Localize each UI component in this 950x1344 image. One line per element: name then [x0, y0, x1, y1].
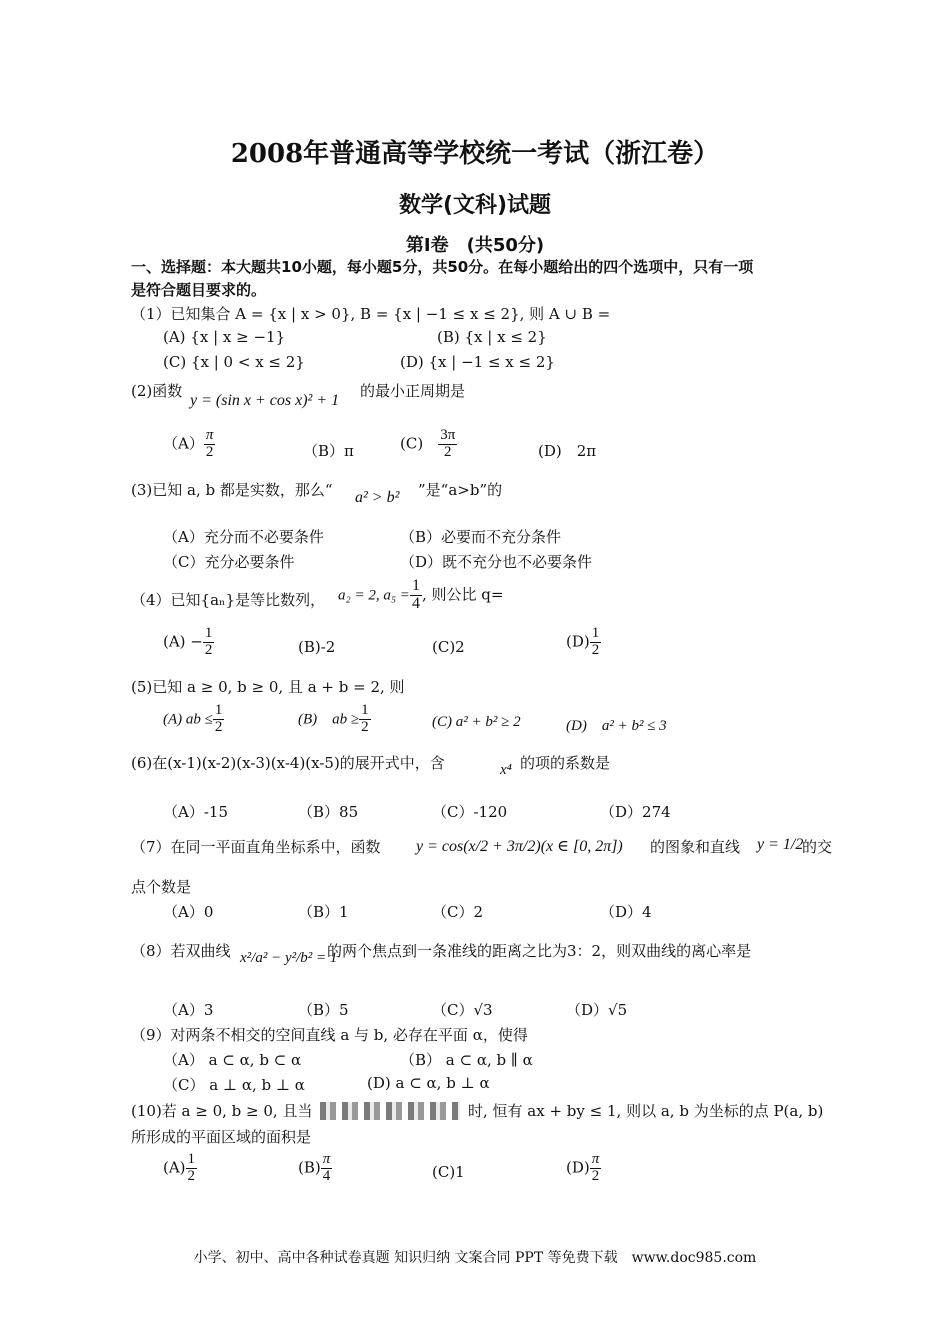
q1-option-b: (B) {x | x ≤ 2}	[437, 328, 547, 346]
q9-option-c: （C） a ⊥ α, b ⊥ α	[163, 1076, 305, 1094]
q9-option-b: （B） a ⊂ α, b ∥ α	[400, 1051, 533, 1069]
q7-stem: （7）在同一平面直角坐标系中，函数	[131, 838, 381, 856]
q10-option-d: (D) $\frac{\pi}{2}$	[566, 1151, 600, 1184]
q10-option-b: (B) $\frac{\pi}{4}$	[298, 1151, 331, 1184]
q7-formula: y = cos(x/2 + 3π/2)(x ∈ [0, 2π])	[416, 838, 623, 855]
q5-option-b: (B) ab ≥ $\frac{1}{2}$	[298, 702, 369, 735]
q6-option-d: （D）274	[600, 803, 671, 821]
q7-tail2: 的交	[802, 838, 833, 856]
q6-option-b: （B）85	[298, 803, 359, 821]
q5-option-d: (D) a² + b² ≤ 3	[566, 718, 667, 734]
q2-option-d: (D) 2π	[538, 442, 597, 460]
q3-option-a: （A）充分而不必要条件	[163, 528, 324, 546]
q7-line: y = 1/2	[757, 836, 804, 853]
q4-option-b: (B)-2	[298, 638, 336, 656]
q5-option-a: (A) ab ≤ $\frac{1}{2}$	[163, 702, 223, 735]
section-instruction-line1: 一、选择题：本大题共10小题，每小题5分，共50分。在每小题给出的四个选项中，只有一项	[131, 258, 754, 276]
part-heading: 第Ⅰ卷 (共50分)	[405, 235, 545, 256]
q2-option-c: (C) $\frac{3\pi}{2}$	[400, 427, 456, 460]
q10-stem: (10)若 a ≥ 0, b ≥ 0, 且当	[131, 1102, 313, 1120]
q2-stem: (2)函数	[131, 382, 183, 400]
q10-stem-line2: 所形成的平面区域的面积是	[131, 1128, 312, 1146]
q7-tail1: 的图象和直线	[650, 838, 741, 856]
q8-option-c: （C）√3	[432, 1001, 493, 1019]
section-instruction-line2: 是符合题目要求的。	[131, 281, 267, 299]
q8-option-d: （D）√5	[566, 1001, 628, 1019]
q9-option-a: （A） a ⊂ α, b ⊂ α	[163, 1051, 302, 1069]
q3-tail: ”是“a>b”的	[418, 481, 503, 499]
q7-option-c: （C）2	[432, 903, 484, 921]
q3-option-c: （C）充分必要条件	[163, 553, 295, 571]
q2-tail: 的最小正周期是	[360, 382, 466, 400]
q7-option-a: （A）0	[163, 903, 214, 921]
q3-formula: a² > b²	[355, 489, 400, 506]
footer-advertisement: 小学、初中、高中各种试卷真题 知识归纳 文案合同 PPT 等免费下载 www.doc985.com	[193, 1250, 757, 1266]
q6-option-a: （A）-15	[163, 803, 228, 821]
q2-formula: y = (sin x + cos x)² + 1	[190, 392, 340, 409]
q8-formula: x²/a² − y²/b² = 1	[240, 950, 338, 966]
q6-tail: 的项的系数是	[520, 754, 611, 772]
q7-option-d: （D）4	[600, 903, 652, 921]
q3-option-b: （B）必要而不充分条件	[400, 528, 562, 546]
q2-option-b: （B）π	[303, 442, 354, 460]
q10-option-c: (C)1	[432, 1163, 465, 1181]
q10-option-a: (A) $\frac{1}{2}$	[163, 1151, 196, 1184]
q6-formula: x⁴	[500, 762, 512, 778]
q3-stem: (3)已知 a, b 都是实数，那么“	[131, 481, 333, 499]
q6-option-c: （C）-120	[432, 803, 508, 821]
q1-option-d: (D) {x | −1 ≤ x ≤ 2}	[400, 353, 555, 371]
q8-stem: （8）若双曲线	[131, 942, 231, 960]
exam-title: 2008年普通高等学校统一考试（浙江卷）	[230, 139, 720, 169]
q3-option-d: （D）既不充分也不必要条件	[400, 553, 593, 571]
q2-option-a: （A） $\frac{\pi}{2}$	[163, 427, 214, 460]
q8-option-b: （B）5	[298, 1001, 349, 1019]
q5-option-c: (C) a² + b² ≥ 2	[432, 714, 521, 730]
q4-option-c: (C)2	[432, 638, 465, 656]
exam-subtitle: 数学(文科)试题	[398, 193, 552, 218]
q10-tail: 时, 恒有 ax + by ≤ 1, 则以 a, b 为坐标的点 P(a, b)	[468, 1102, 824, 1120]
q4-option-a: (A) − $\frac{1}{2}$	[163, 625, 213, 658]
q1-option-a: (A) {x | x ≥ −1}	[163, 328, 286, 346]
q8-tail: 的两个焦点到一条准线的距离之比为3：2，则双曲线的离心率是	[327, 942, 752, 960]
q10-obscured-condition	[320, 1100, 460, 1120]
q4-stem: （4）已知{aₙ}是等比数列，	[131, 591, 326, 609]
q5-stem: (5)已知 a ≥ 0, b ≥ 0, 且 a + b = 2, 则	[131, 678, 405, 696]
q7-stem-line2: 点个数是	[131, 878, 192, 896]
q4-formula: a₂ = 2, a₅ = $\frac{1}{4}$ , 则公比 q=	[338, 577, 504, 612]
q1-stem: （1）已知集合 A = {x | x > 0}, B = {x | −1 ≤ x ≤ 2}, 则 A ∪ B =	[131, 305, 611, 323]
q6-stem: (6)在(x-1)(x-2)(x-3)(x-4)(x-5)的展开式中，含	[131, 754, 445, 772]
q7-option-b: （B）1	[298, 903, 349, 921]
q9-stem: （9）对两条不相交的空间直线 a 与 b, 必存在平面 α，使得	[131, 1026, 528, 1044]
q9-option-d: (D) a ⊂ α, b ⊥ α	[367, 1074, 490, 1092]
q4-option-d: (D) $\frac{1}{2}$	[566, 625, 600, 658]
q8-option-a: （A）3	[163, 1001, 214, 1019]
q1-option-c: (C) {x | 0 < x ≤ 2}	[163, 353, 305, 371]
